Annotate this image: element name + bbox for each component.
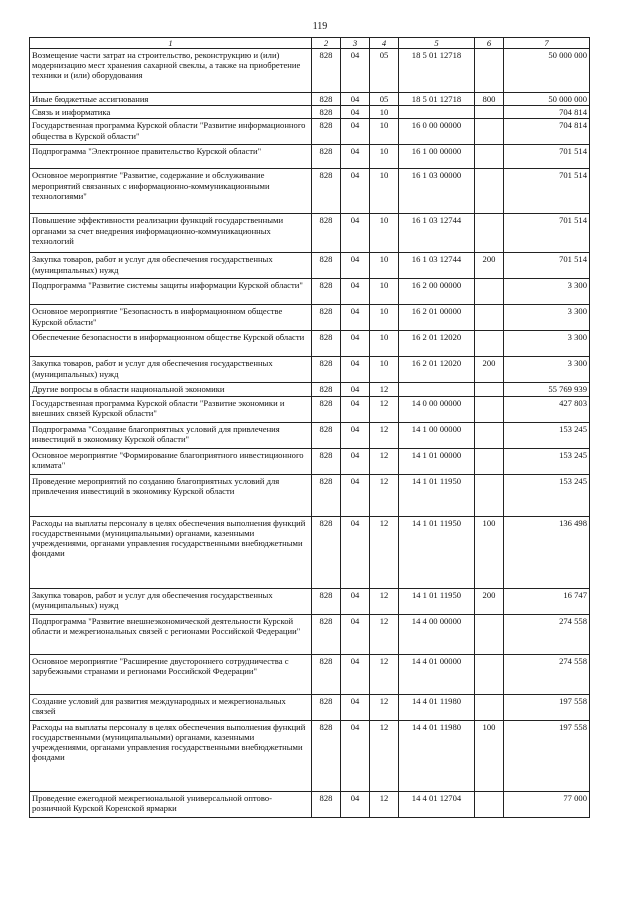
row-target-article: 14 4 01 00000 — [399, 654, 475, 694]
row-section: 04 — [341, 119, 370, 145]
row-grbs: 828 — [312, 720, 341, 791]
row-amount: 274 558 — [504, 654, 590, 694]
row-grbs: 828 — [312, 357, 341, 383]
header-col-3: 3 — [341, 38, 370, 49]
row-subsection: 12 — [370, 396, 399, 422]
row-section: 04 — [341, 383, 370, 396]
row-amount: 153 245 — [504, 474, 590, 516]
row-name: Связь и информатика — [30, 106, 312, 119]
table-row — [30, 654, 590, 694]
row-subsection: 10 — [370, 145, 399, 169]
header-col-4: 4 — [370, 38, 399, 49]
row-subsection: 12 — [370, 720, 399, 791]
row-grbs: 828 — [312, 383, 341, 396]
table-row — [30, 106, 590, 119]
row-amount: 3 300 — [504, 331, 590, 357]
row-subsection: 12 — [370, 516, 399, 588]
table-row — [30, 791, 590, 817]
row-section: 04 — [341, 253, 370, 279]
row-expense-type: 100 — [475, 720, 504, 791]
row-expense-type: 200 — [475, 253, 504, 279]
row-subsection: 12 — [370, 791, 399, 817]
table-row — [30, 614, 590, 654]
header-col-2: 2 — [312, 38, 341, 49]
row-amount: 704 814 — [504, 106, 590, 119]
table-row — [30, 474, 590, 516]
row-amount: 197 558 — [504, 720, 590, 791]
table-row — [30, 253, 590, 279]
row-name: Подпрограмма "Электронное правительство Курской области" — [30, 145, 312, 169]
row-amount: 701 514 — [504, 145, 590, 169]
row-grbs: 828 — [312, 145, 341, 169]
row-subsection: 10 — [370, 106, 399, 119]
row-subsection: 12 — [370, 614, 399, 654]
row-expense-type — [475, 214, 504, 253]
row-expense-type — [475, 49, 504, 93]
row-expense-type — [475, 396, 504, 422]
row-name: Возмещение части затрат на строительство, реконструкцию и (или) модернизацию мест хранения сахарной свеклы, а также на приобретение техники и (или) оборудования — [30, 49, 312, 93]
row-name: Государственная программа Курской области "Развитие информационного общества в Курской области" — [30, 119, 312, 145]
row-target-article: 18 5 01 12718 — [399, 93, 475, 106]
row-grbs: 828 — [312, 119, 341, 145]
row-name: Закупка товаров, работ и услуг для обеспечения государственных (муниципальных) нужд — [30, 357, 312, 383]
table-row — [30, 516, 590, 588]
table-body — [30, 49, 590, 817]
row-name: Основное мероприятие "Безопасность в информационном обществе Курской области" — [30, 305, 312, 331]
row-target-article: 16 1 03 12744 — [399, 253, 475, 279]
row-target-article: 14 1 01 11950 — [399, 516, 475, 588]
row-section: 04 — [341, 169, 370, 214]
row-subsection: 12 — [370, 474, 399, 516]
row-expense-type — [475, 279, 504, 305]
row-grbs: 828 — [312, 654, 341, 694]
row-target-article: 14 4 00 00000 — [399, 614, 475, 654]
table-row — [30, 396, 590, 422]
row-subsection: 12 — [370, 422, 399, 448]
table-row — [30, 214, 590, 253]
row-subsection: 10 — [370, 214, 399, 253]
row-name: Основное мероприятие "Формирование благоприятного инвестиционного климата" — [30, 448, 312, 474]
row-section: 04 — [341, 694, 370, 720]
row-section: 04 — [341, 106, 370, 119]
row-amount: 3 300 — [504, 279, 590, 305]
row-amount: 3 300 — [504, 305, 590, 331]
row-grbs: 828 — [312, 614, 341, 654]
row-name: Другие вопросы в области национальной экономики — [30, 383, 312, 396]
row-grbs: 828 — [312, 331, 341, 357]
row-amount: 3 300 — [504, 357, 590, 383]
row-target-article: 14 1 01 11950 — [399, 588, 475, 614]
row-target-article: 16 1 00 00000 — [399, 145, 475, 169]
row-section: 04 — [341, 588, 370, 614]
row-subsection: 10 — [370, 331, 399, 357]
row-name: Иные бюджетные ассигнования — [30, 93, 312, 106]
row-target-article: 18 5 01 12718 — [399, 49, 475, 93]
row-section: 04 — [341, 654, 370, 694]
table-row — [30, 422, 590, 448]
table-row — [30, 383, 590, 396]
row-section: 04 — [341, 448, 370, 474]
row-amount: 16 747 — [504, 588, 590, 614]
row-name: Повышение эффективности реализации функций государственными органами за счет внедрения информационно-коммуникационных технологий — [30, 214, 312, 253]
header-col-5: 5 — [399, 38, 475, 49]
row-target-article — [399, 106, 475, 119]
row-grbs: 828 — [312, 169, 341, 214]
table-row — [30, 331, 590, 357]
row-name: Подпрограмма "Создание благоприятных условий для привлечения инвестиций в экономику Курской области" — [30, 422, 312, 448]
row-grbs: 828 — [312, 106, 341, 119]
table-row — [30, 169, 590, 214]
row-expense-type — [475, 694, 504, 720]
row-name: Государственная программа Курской области "Развитие экономики и внешних связей Курской области" — [30, 396, 312, 422]
row-section: 04 — [341, 516, 370, 588]
row-grbs: 828 — [312, 93, 341, 106]
row-grbs: 828 — [312, 305, 341, 331]
row-amount: 77 000 — [504, 791, 590, 817]
row-amount: 701 514 — [504, 169, 590, 214]
row-section: 04 — [341, 396, 370, 422]
row-section: 04 — [341, 791, 370, 817]
row-subsection: 10 — [370, 279, 399, 305]
row-expense-type — [475, 305, 504, 331]
row-amount: 701 514 — [504, 253, 590, 279]
row-target-article: 14 1 01 00000 — [399, 448, 475, 474]
row-expense-type — [475, 654, 504, 694]
row-subsection: 05 — [370, 93, 399, 106]
row-target-article: 14 0 00 00000 — [399, 396, 475, 422]
row-expense-type — [475, 614, 504, 654]
row-grbs: 828 — [312, 422, 341, 448]
row-target-article: 14 1 01 11950 — [399, 474, 475, 516]
row-section: 04 — [341, 145, 370, 169]
row-target-article: 14 1 00 00000 — [399, 422, 475, 448]
row-section: 04 — [341, 720, 370, 791]
row-grbs: 828 — [312, 253, 341, 279]
row-grbs: 828 — [312, 516, 341, 588]
row-target-article: 16 2 01 00000 — [399, 305, 475, 331]
row-amount: 136 498 — [504, 516, 590, 588]
row-expense-type — [475, 119, 504, 145]
row-name: Обеспечение безопасности в информационном обществе Курской области — [30, 331, 312, 357]
row-name: Основное мероприятие "Расширение двустороннего сотрудничества с зарубежными странами и регионами Российской Федерации" — [30, 654, 312, 694]
row-expense-type: 200 — [475, 588, 504, 614]
row-name: Закупка товаров, работ и услуг для обеспечения государственных (муниципальных) нужд — [30, 253, 312, 279]
row-subsection: 10 — [370, 169, 399, 214]
row-name: Закупка товаров, работ и услуг для обеспечения государственных (муниципальных) нужд — [30, 588, 312, 614]
row-expense-type: 200 — [475, 357, 504, 383]
table-row — [30, 694, 590, 720]
row-amount: 704 814 — [504, 119, 590, 145]
table-row — [30, 49, 590, 93]
row-target-article: 14 4 01 11980 — [399, 694, 475, 720]
row-subsection: 05 — [370, 49, 399, 93]
row-name: Создание условий для развития международных и межрегиональных связей — [30, 694, 312, 720]
row-name: Проведение ежегодной межрегиональной универсальной оптово-розничной Курской Коренской ярмарки — [30, 791, 312, 817]
row-expense-type: 800 — [475, 93, 504, 106]
row-subsection: 12 — [370, 448, 399, 474]
row-target-article: 16 2 00 00000 — [399, 279, 475, 305]
row-expense-type — [475, 448, 504, 474]
row-name: Проведение мероприятий по созданию благоприятных условий для привлечения инвестиций в экономику Курской области — [30, 474, 312, 516]
row-subsection: 10 — [370, 119, 399, 145]
table-row — [30, 448, 590, 474]
row-section: 04 — [341, 331, 370, 357]
header-col-6: 6 — [475, 38, 504, 49]
row-amount: 701 514 — [504, 214, 590, 253]
row-subsection: 10 — [370, 305, 399, 331]
row-amount: 197 558 — [504, 694, 590, 720]
row-target-article: 16 1 03 12744 — [399, 214, 475, 253]
row-subsection: 12 — [370, 383, 399, 396]
row-section: 04 — [341, 357, 370, 383]
row-target-article: 16 1 03 00000 — [399, 169, 475, 214]
row-section: 04 — [341, 93, 370, 106]
row-amount: 153 245 — [504, 422, 590, 448]
table-row — [30, 93, 590, 106]
row-name: Подпрограмма "Развитие внешнеэкономической деятельности Курской области и межрегиональных связей с регионами Российской Федерации" — [30, 614, 312, 654]
table-row — [30, 588, 590, 614]
row-name: Основное мероприятие "Развитие, содержание и обслуживание мероприятий связанных с информационно-коммуникационными технологиями" — [30, 169, 312, 214]
row-subsection: 10 — [370, 357, 399, 383]
budget-table — [29, 37, 590, 818]
row-expense-type: 100 — [475, 516, 504, 588]
row-amount: 153 245 — [504, 448, 590, 474]
row-grbs: 828 — [312, 694, 341, 720]
row-expense-type — [475, 169, 504, 214]
table-row — [30, 145, 590, 169]
row-expense-type — [475, 106, 504, 119]
table-row — [30, 720, 590, 791]
row-grbs: 828 — [312, 396, 341, 422]
row-expense-type — [475, 791, 504, 817]
row-name: Расходы на выплаты персоналу в целях обеспечения выполнения функций государственными (муниципальными) органами, казенными учреждениями, органами управления государственными внебюджетными фондами — [30, 720, 312, 791]
row-section: 04 — [341, 305, 370, 331]
row-grbs: 828 — [312, 791, 341, 817]
row-target-article — [399, 383, 475, 396]
row-name: Расходы на выплаты персоналу в целях обеспечения выполнения функций государственными (муниципальными) органами, казенными учреждениями, органами управления государственными внебюджетными фондами — [30, 516, 312, 588]
header-col-1: 1 — [30, 38, 312, 49]
row-expense-type — [475, 331, 504, 357]
row-grbs: 828 — [312, 448, 341, 474]
table-row — [30, 357, 590, 383]
row-target-article: 14 4 01 11980 — [399, 720, 475, 791]
row-expense-type — [475, 145, 504, 169]
row-grbs: 828 — [312, 474, 341, 516]
row-name: Подпрограмма "Развитие системы защиты информации Курской области" — [30, 279, 312, 305]
row-target-article: 16 2 01 12020 — [399, 331, 475, 357]
row-amount: 50 000 000 — [504, 49, 590, 93]
row-section: 04 — [341, 422, 370, 448]
table-row — [30, 279, 590, 305]
row-amount: 55 769 939 — [504, 383, 590, 396]
row-target-article: 14 4 01 12704 — [399, 791, 475, 817]
row-grbs: 828 — [312, 214, 341, 253]
row-amount: 274 558 — [504, 614, 590, 654]
row-subsection: 12 — [370, 588, 399, 614]
row-subsection: 10 — [370, 253, 399, 279]
row-amount: 50 000 000 — [504, 93, 590, 106]
row-expense-type — [475, 422, 504, 448]
row-grbs: 828 — [312, 279, 341, 305]
table-row — [30, 119, 590, 145]
row-section: 04 — [341, 49, 370, 93]
row-grbs: 828 — [312, 588, 341, 614]
row-section: 04 — [341, 614, 370, 654]
row-section: 04 — [341, 279, 370, 305]
row-expense-type — [475, 474, 504, 516]
row-expense-type — [475, 383, 504, 396]
row-subsection: 12 — [370, 654, 399, 694]
table-row — [30, 305, 590, 331]
row-subsection: 12 — [370, 694, 399, 720]
row-section: 04 — [341, 214, 370, 253]
row-grbs: 828 — [312, 49, 341, 93]
row-section: 04 — [341, 474, 370, 516]
row-target-article: 16 0 00 00000 — [399, 119, 475, 145]
header-col-7: 7 — [504, 38, 590, 49]
row-target-article: 16 2 01 12020 — [399, 357, 475, 383]
table-header-row — [30, 38, 590, 49]
row-amount: 427 803 — [504, 396, 590, 422]
page-number: 119 — [312, 21, 328, 32]
